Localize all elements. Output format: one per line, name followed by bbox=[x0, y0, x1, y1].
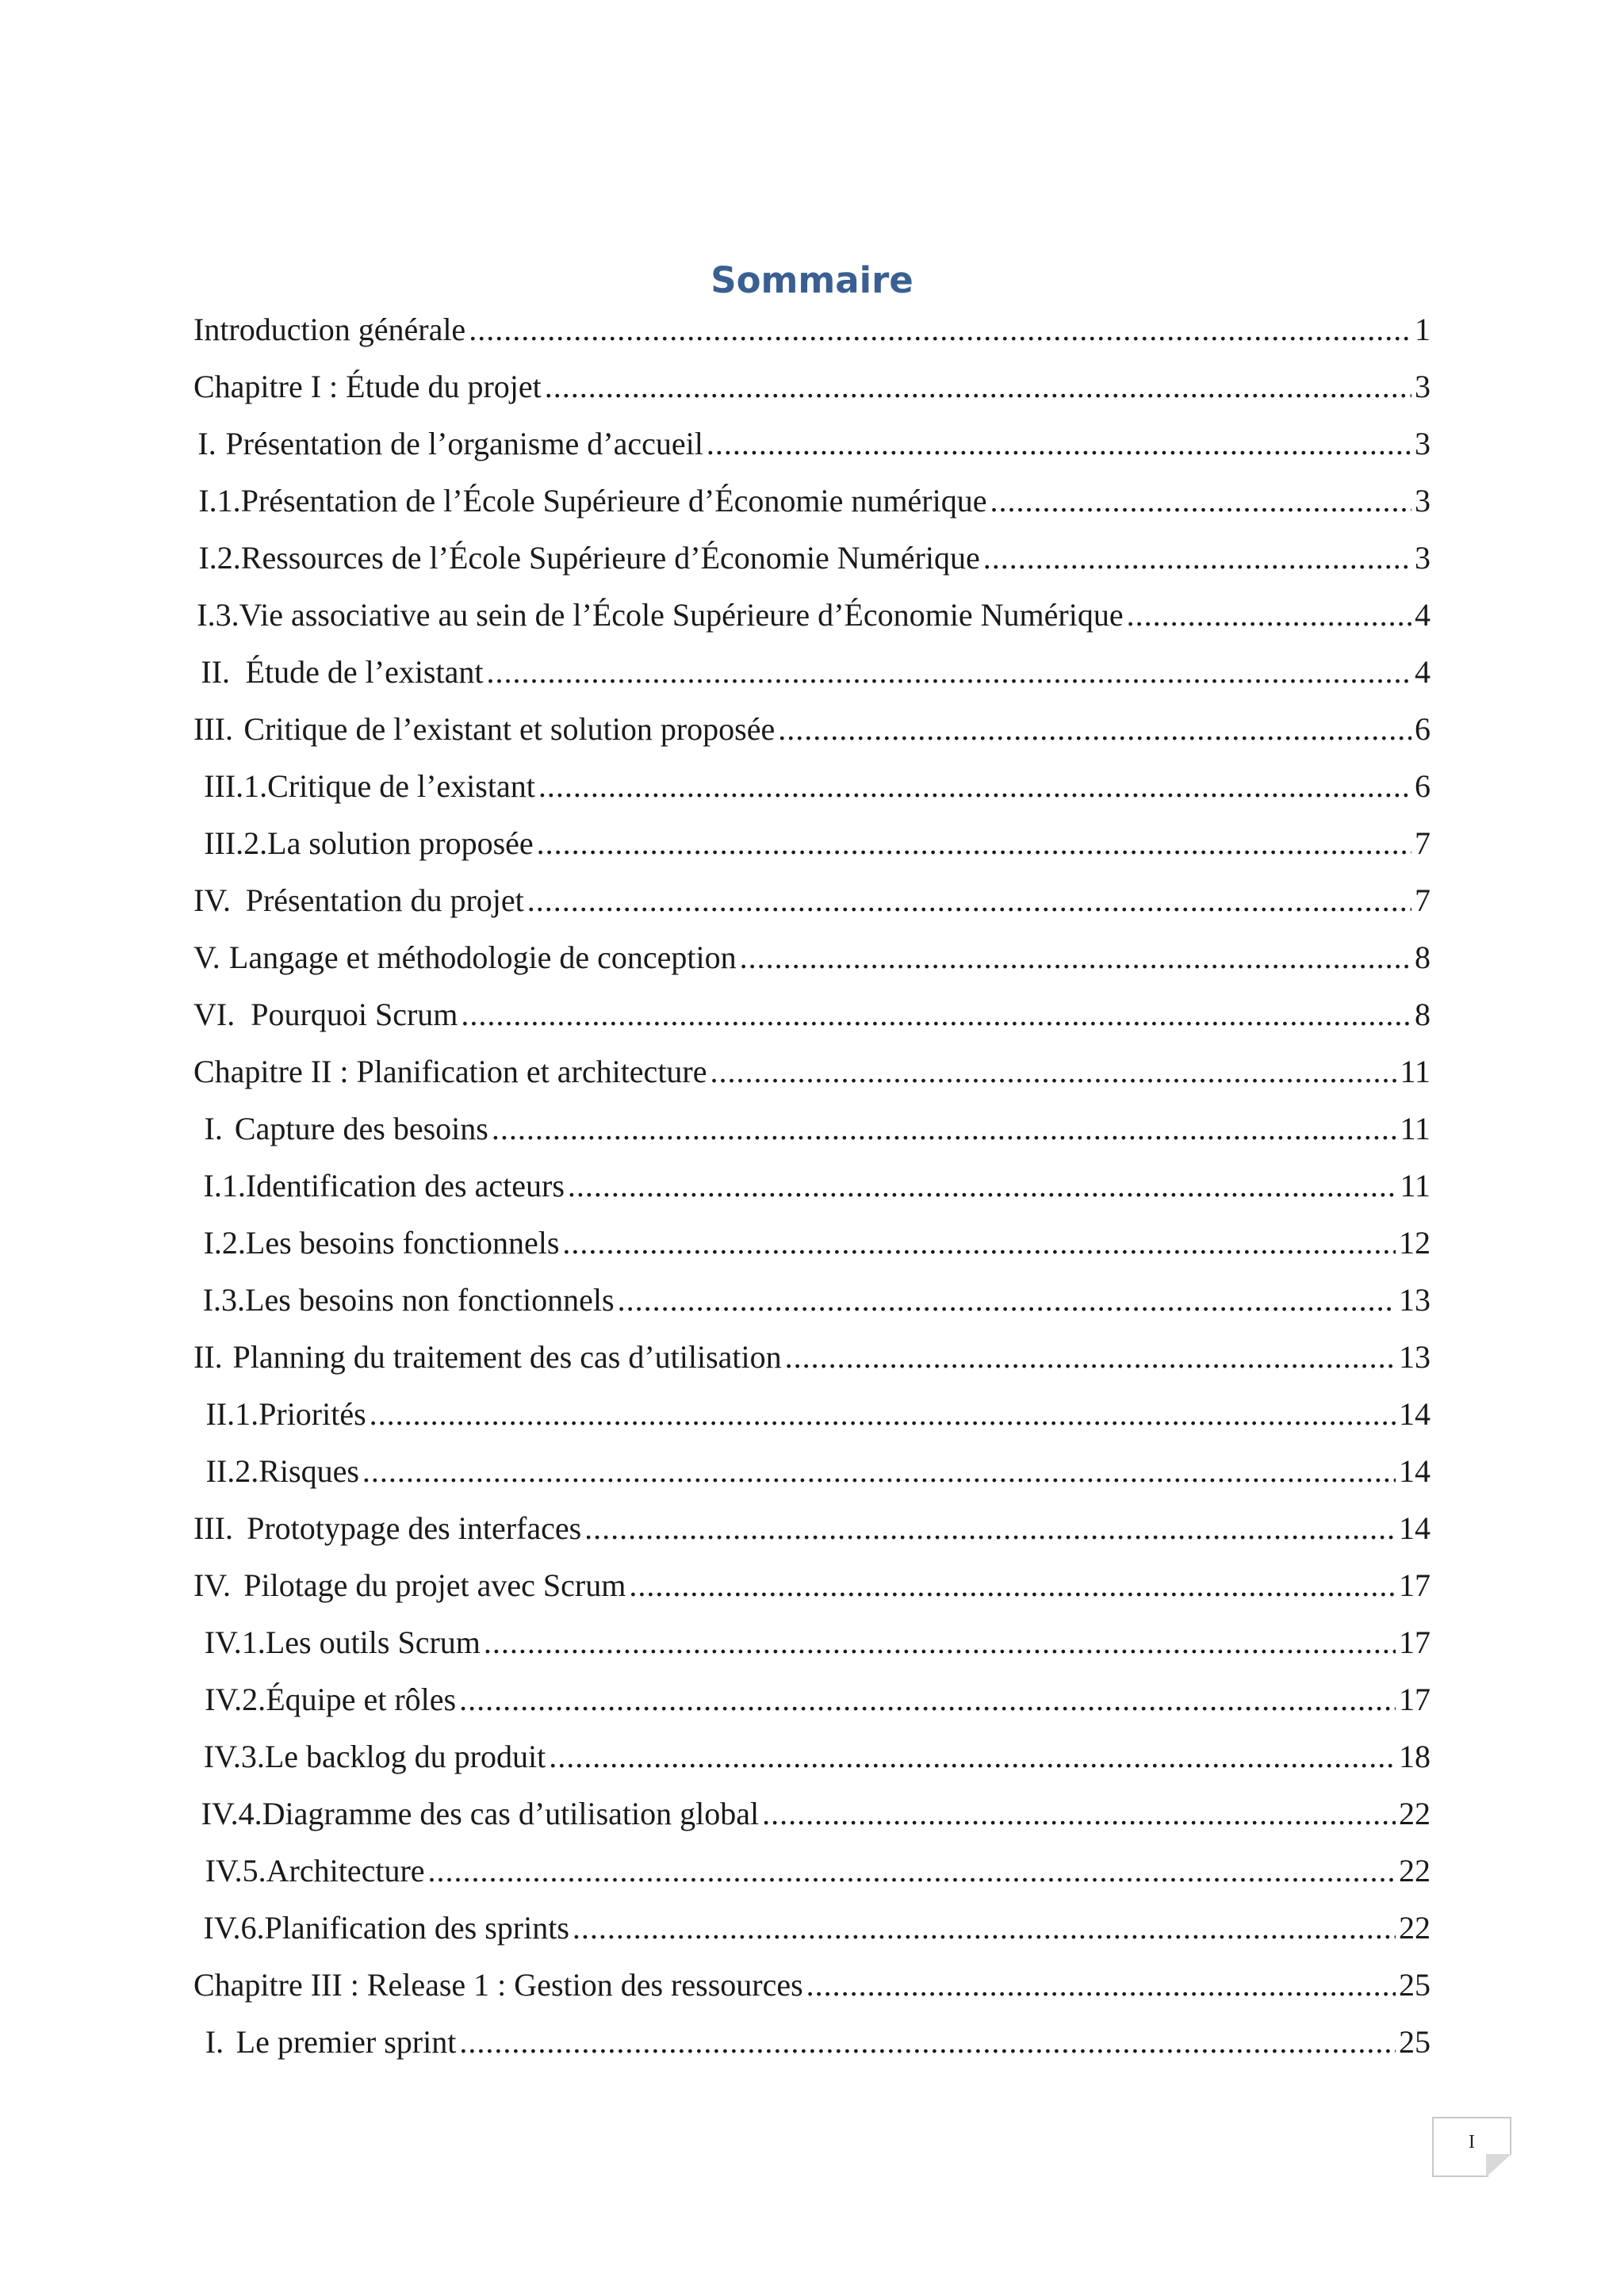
toc-entry[interactable] bbox=[193, 415, 1431, 473]
table-of-contents bbox=[193, 301, 1431, 2071]
toc-entry-page-number: 17 bbox=[1399, 1682, 1431, 1717]
toc-entry-page-number: 6 bbox=[1415, 768, 1431, 804]
toc-entry-title: Identification des acteurs bbox=[245, 1168, 565, 1203]
toc-dot-leader bbox=[362, 1443, 1396, 1500]
toc-entry-number: I.2. bbox=[198, 540, 241, 576]
toc-dot-leader bbox=[806, 1957, 1396, 2014]
toc-entry-number: IV. bbox=[193, 1567, 232, 1603]
toc-entry-title: La solution proposée bbox=[267, 825, 534, 861]
toc-entry-title: Diagramme des cas d’utilisation global bbox=[262, 1796, 760, 1831]
toc-entry[interactable] bbox=[193, 1843, 1431, 1900]
toc-entry[interactable] bbox=[193, 1215, 1431, 1272]
toc-entry-title: Chapitre III : Release 1 : Gestion des ressources bbox=[193, 1967, 803, 2003]
toc-dot-leader bbox=[573, 1900, 1396, 1957]
toc-dot-leader bbox=[762, 1785, 1396, 1843]
toc-entry-title: Architecture bbox=[266, 1853, 425, 1888]
toc-entry-page-number: 3 bbox=[1415, 426, 1431, 461]
toc-entry[interactable] bbox=[193, 530, 1431, 587]
toc-dot-leader bbox=[740, 929, 1411, 986]
toc-dot-leader bbox=[469, 301, 1411, 358]
toc-entry[interactable] bbox=[193, 1557, 1431, 1614]
toc-entry[interactable] bbox=[193, 2014, 1431, 2071]
toc-dot-leader bbox=[486, 644, 1411, 701]
toc-entry-page-number: 3 bbox=[1415, 540, 1431, 576]
toc-entry[interactable] bbox=[193, 1500, 1431, 1557]
toc-entry-title: Présentation du projet bbox=[245, 882, 524, 918]
toc-entry-title: Capture des besoins bbox=[234, 1111, 488, 1146]
toc-entry-title: Vie associative au sein de l’École Supérieure d’Économie Numérique bbox=[239, 597, 1124, 633]
toc-entry-title: Présentation de l’École Supérieure d’Économie numérique bbox=[240, 483, 987, 519]
toc-dot-leader bbox=[1127, 587, 1411, 644]
page-number: I bbox=[1469, 2132, 1475, 2152]
toc-entry-title: Critique de l’existant bbox=[267, 768, 535, 804]
toc-entry-title: Planning du traitement des cas d’utilisation bbox=[232, 1339, 782, 1375]
toc-dot-leader bbox=[584, 1500, 1396, 1557]
toc-entry-page-number: 14 bbox=[1399, 1396, 1431, 1432]
toc-dot-leader bbox=[778, 701, 1411, 758]
toc-entry-page-number: 12 bbox=[1399, 1225, 1431, 1261]
toc-entry-number: III. bbox=[193, 711, 233, 747]
toc-entry-number: IV.3. bbox=[203, 1739, 265, 1774]
toc-entry-page-number: 3 bbox=[1415, 483, 1431, 519]
toc-entry[interactable] bbox=[193, 815, 1431, 872]
toc-dot-leader bbox=[562, 1215, 1396, 1272]
toc-entry-title: Priorités bbox=[259, 1396, 366, 1432]
toc-entry-number: IV.5. bbox=[205, 1853, 266, 1888]
toc-dot-leader bbox=[990, 473, 1411, 530]
toc-entry[interactable] bbox=[193, 301, 1431, 358]
toc-entry-number: II. bbox=[201, 654, 231, 690]
toc-entry-page-number: 11 bbox=[1400, 1168, 1431, 1203]
toc-entry-number: V. bbox=[193, 939, 220, 975]
toc-entry-page-number: 22 bbox=[1399, 1910, 1431, 1946]
toc-entry-page-number: 14 bbox=[1399, 1510, 1431, 1546]
toc-entry-number: III. bbox=[193, 1510, 233, 1546]
toc-dot-leader bbox=[537, 815, 1411, 872]
toc-dot-leader bbox=[538, 758, 1411, 815]
toc-entry-page-number: 4 bbox=[1415, 654, 1431, 690]
toc-entry-title: Les besoins non fonctionnels bbox=[245, 1282, 615, 1318]
toc-entry-number: II. bbox=[193, 1339, 223, 1375]
toc-entry-title: Le premier sprint bbox=[236, 2024, 457, 2060]
toc-entry-number: I.3. bbox=[202, 1282, 246, 1318]
toc-entry-title: Risques bbox=[259, 1453, 359, 1489]
toc-entry[interactable] bbox=[193, 1614, 1431, 1671]
toc-dot-leader bbox=[459, 2014, 1396, 2071]
toc-dot-leader bbox=[785, 1329, 1396, 1386]
toc-entry-number: I.1. bbox=[203, 1168, 246, 1203]
toc-entry-page-number: 4 bbox=[1415, 597, 1431, 633]
toc-entry[interactable] bbox=[193, 1386, 1431, 1443]
toc-entry-number: I. bbox=[205, 2024, 224, 2060]
toc-entry[interactable] bbox=[193, 929, 1431, 986]
toc-entry-page-number: 13 bbox=[1399, 1282, 1431, 1318]
toc-entry-page-number: 17 bbox=[1399, 1624, 1431, 1660]
toc-entry-title: Langage et méthodologie de conception bbox=[228, 939, 737, 975]
toc-entry-title: Présentation de l’organisme d’accueil bbox=[225, 426, 703, 461]
toc-entry[interactable] bbox=[193, 986, 1431, 1043]
toc-entry-title: Prototypage des interfaces bbox=[247, 1510, 582, 1546]
toc-entry[interactable] bbox=[193, 587, 1431, 644]
toc-entry-title: Chapitre II : Planification et architecture bbox=[193, 1054, 707, 1089]
toc-entry[interactable] bbox=[193, 473, 1431, 530]
toc-entry-page-number: 25 bbox=[1398, 2024, 1431, 2060]
toc-entry-title: Le backlog du produit bbox=[264, 1739, 546, 1774]
toc-entry-page-number: 7 bbox=[1415, 882, 1431, 918]
toc-entry-page-number: 3 bbox=[1415, 369, 1431, 404]
toc-entry[interactable] bbox=[193, 358, 1431, 415]
toc-dot-leader bbox=[618, 1272, 1396, 1329]
toc-entry[interactable] bbox=[193, 872, 1431, 929]
toc-entry-page-number: 18 bbox=[1399, 1739, 1431, 1774]
toc-dot-leader bbox=[461, 986, 1411, 1043]
toc-entry[interactable] bbox=[193, 644, 1431, 701]
toc-entry-title: Pilotage du projet avec Scrum bbox=[243, 1567, 626, 1603]
toc-entry-number: IV.1. bbox=[204, 1624, 266, 1660]
toc-entry-number: IV.6. bbox=[203, 1910, 265, 1946]
toc-dot-leader bbox=[710, 1043, 1397, 1100]
toc-dot-leader bbox=[545, 358, 1411, 415]
toc-entry-title: Introduction générale bbox=[193, 312, 466, 347]
toc-dot-leader bbox=[549, 1728, 1396, 1785]
toc-entry[interactable] bbox=[193, 1900, 1431, 1957]
toc-entry[interactable] bbox=[193, 1785, 1431, 1843]
toc-entry[interactable] bbox=[193, 701, 1431, 758]
toc-entry-number: VI. bbox=[193, 997, 236, 1032]
toc-entry-number: IV.2. bbox=[205, 1682, 266, 1717]
toc-entry[interactable] bbox=[193, 1100, 1431, 1158]
toc-dot-leader bbox=[484, 1614, 1396, 1671]
toc-entry-page-number: 6 bbox=[1415, 711, 1431, 747]
toc-entry-title: Chapitre I : Étude du projet bbox=[193, 369, 542, 404]
toc-entry-page-number: 8 bbox=[1415, 939, 1431, 975]
toc-entry-page-number: 7 bbox=[1415, 825, 1431, 861]
toc-dot-leader bbox=[459, 1671, 1396, 1728]
toc-dot-leader bbox=[707, 415, 1411, 473]
toc-dot-leader bbox=[629, 1557, 1396, 1614]
toc-entry-title: Pourquoi Scrum bbox=[251, 997, 458, 1032]
toc-dot-leader bbox=[370, 1386, 1396, 1443]
toc-entry-title: Planification des sprints bbox=[264, 1910, 569, 1946]
toc-dot-leader bbox=[527, 872, 1411, 929]
toc-entry-page-number: 13 bbox=[1399, 1339, 1431, 1375]
toc-entry-title: Ressources de l’École Supérieure d’Économie Numérique bbox=[240, 540, 980, 576]
toc-entry-page-number: 17 bbox=[1399, 1567, 1431, 1603]
toc-entry-page-number: 8 bbox=[1415, 997, 1431, 1032]
toc-entry-page-number: 25 bbox=[1399, 1967, 1431, 2003]
toc-entry-number: III.2. bbox=[204, 825, 268, 861]
toc-entry[interactable] bbox=[193, 758, 1431, 815]
toc-entry-page-number: 22 bbox=[1399, 1853, 1431, 1888]
toc-entry-page-number: 11 bbox=[1400, 1054, 1431, 1089]
toc-dot-leader bbox=[492, 1100, 1397, 1158]
toc-dot-leader bbox=[983, 530, 1411, 587]
toc-entry[interactable] bbox=[193, 1272, 1431, 1329]
toc-entry-number: IV. bbox=[193, 882, 232, 918]
page-title: Sommaire bbox=[710, 259, 914, 301]
toc-entry-title: Critique de l’existant et solution proposée bbox=[243, 711, 776, 747]
toc-entry-page-number: 22 bbox=[1399, 1796, 1431, 1831]
toc-entry-number: I. bbox=[204, 1111, 223, 1146]
toc-entry-number: I. bbox=[197, 426, 216, 461]
toc-entry-number: I.3. bbox=[197, 597, 239, 633]
toc-entry-number: I.1. bbox=[198, 483, 241, 519]
toc-entry-title: Les outils Scrum bbox=[265, 1624, 481, 1660]
toc-entry-number: IV.4. bbox=[201, 1796, 262, 1831]
toc-entry[interactable] bbox=[193, 1728, 1431, 1785]
toc-dot-leader bbox=[428, 1843, 1396, 1900]
toc-entry-title: Les besoins fonctionnels bbox=[245, 1225, 560, 1261]
toc-entry[interactable] bbox=[193, 1329, 1431, 1386]
toc-entry-number: III.1. bbox=[204, 768, 268, 804]
toc-entry-number: II.2. bbox=[205, 1453, 259, 1489]
toc-entry[interactable] bbox=[193, 1957, 1431, 2014]
toc-entry[interactable] bbox=[193, 1158, 1431, 1215]
toc-entry-page-number: 14 bbox=[1399, 1453, 1431, 1489]
toc-entry-title: Équipe et rôles bbox=[266, 1682, 457, 1717]
toc-entry-page-number: 11 bbox=[1400, 1111, 1431, 1146]
toc-entry[interactable] bbox=[193, 1443, 1431, 1500]
toc-dot-leader bbox=[568, 1158, 1397, 1215]
toc-entry[interactable] bbox=[193, 1671, 1431, 1728]
toc-entry-title: Étude de l’existant bbox=[245, 654, 484, 690]
toc-entry-page-number: 1 bbox=[1415, 312, 1431, 347]
toc-entry-number: II.1. bbox=[205, 1396, 259, 1432]
toc-entry[interactable] bbox=[193, 1043, 1431, 1100]
toc-entry-number: I.2. bbox=[203, 1225, 246, 1261]
